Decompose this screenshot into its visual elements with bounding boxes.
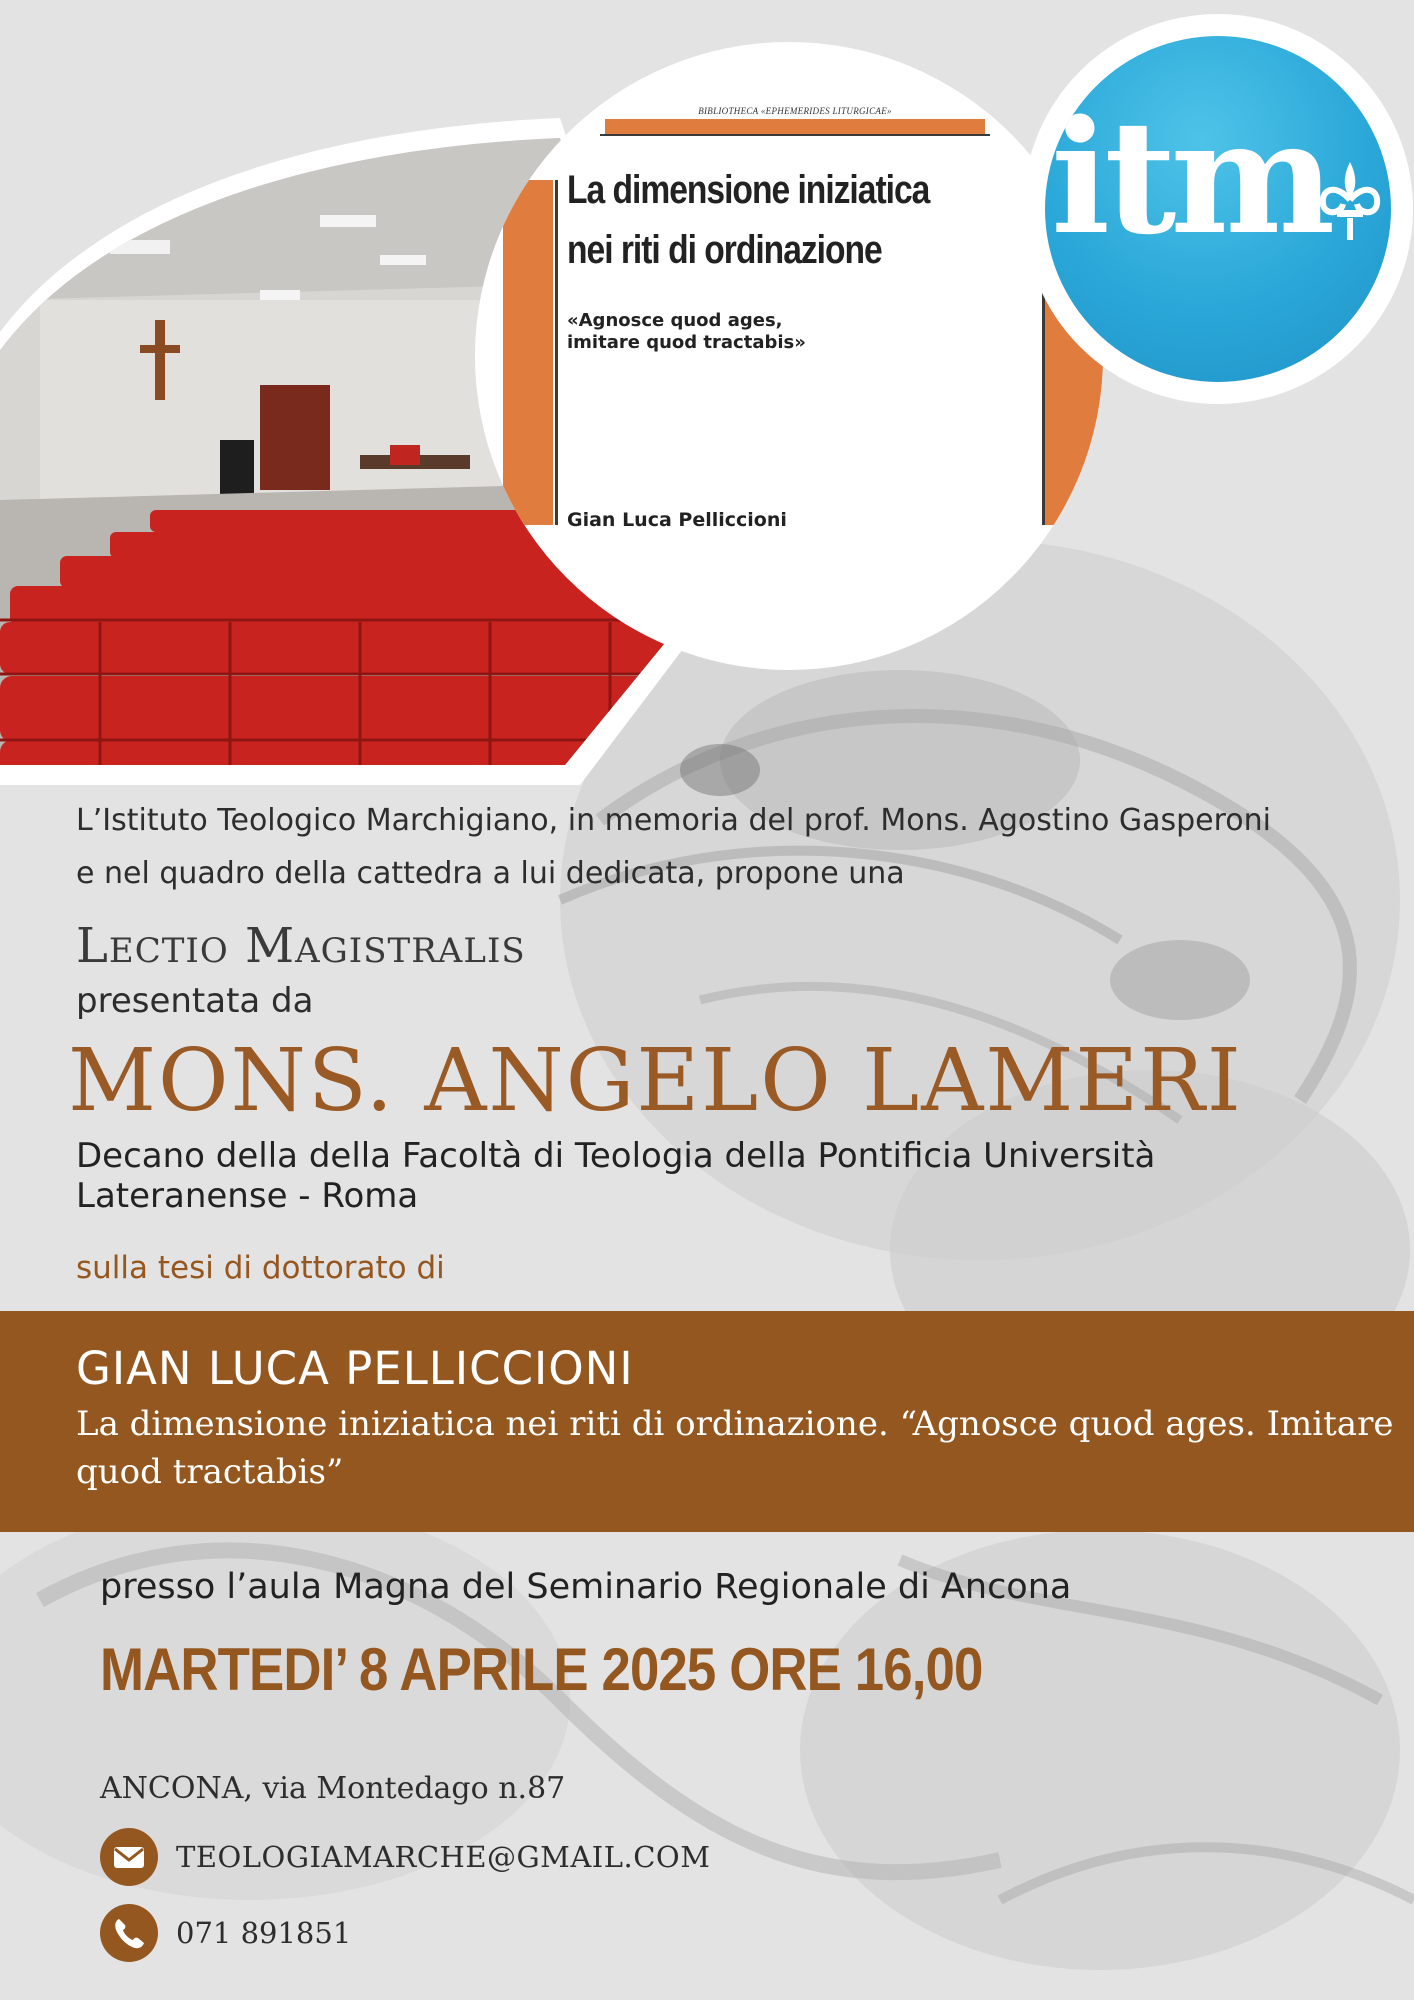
cover-top-band xyxy=(605,119,985,134)
logo-text: itm xyxy=(1051,86,1330,269)
phone-icon xyxy=(100,1904,158,1962)
email-link[interactable]: TEOLOGIAMARCHE@GMAIL.COM xyxy=(176,1840,711,1874)
lectio-heading: Lectio Magistralis xyxy=(76,918,526,974)
venue-text: presso l’aula Magna del Seminario Regionale di Ancona xyxy=(100,1567,1072,1607)
speaker-role: Decano della della Facoltà di Teologia della Pontificia Università Lateranense - Roma xyxy=(76,1136,1156,1216)
thesis-intro: sulla tesi di dottorato di xyxy=(76,1250,445,1286)
fleur-icon xyxy=(1315,154,1385,244)
address-text: ANCONA, via Montedago n.87 xyxy=(100,1771,566,1806)
intro-text: L’Istituto Teologico Marchigiano, in memoria del prof. Mons. Agostino Gasperoni e nel quadro della cattedra a lui dedicata, propone una xyxy=(76,803,1272,891)
cover-title: La dimensione iniziatica nei riti di ordinazione xyxy=(567,168,930,272)
cover-top-rule xyxy=(600,134,990,136)
cover-left-rule xyxy=(555,180,558,525)
cover-author: Gian Luca Pelliccioni xyxy=(567,509,787,531)
speaker-name: MONS. ANGELO LAMERI xyxy=(68,1031,1243,1131)
event-date: MARTEDI’ 8 APRILE 2025 ORE 16,00 xyxy=(100,1636,983,1703)
author-name: GIAN LUCA PELLICCIONI xyxy=(76,1342,634,1395)
phone-number[interactable]: 071 891851 xyxy=(176,1916,352,1950)
book-cover xyxy=(475,42,1103,670)
cover-series: BIBLIOTHECA «EPHEMERIDES LITURGICAE» xyxy=(698,106,892,116)
itm-logo xyxy=(1045,36,1391,382)
presentata-label: presentata da xyxy=(76,981,314,1021)
cover-subtitle: «Agnosce quod ages, imitare quod tractabis» xyxy=(567,310,806,353)
thesis-title: La dimensione iniziatica nei riti di ordinazione. “Agnosce quod ages. Imitare quod tractabis” xyxy=(76,1404,1394,1492)
email-icon xyxy=(100,1828,158,1886)
cover-left-band xyxy=(503,180,553,525)
